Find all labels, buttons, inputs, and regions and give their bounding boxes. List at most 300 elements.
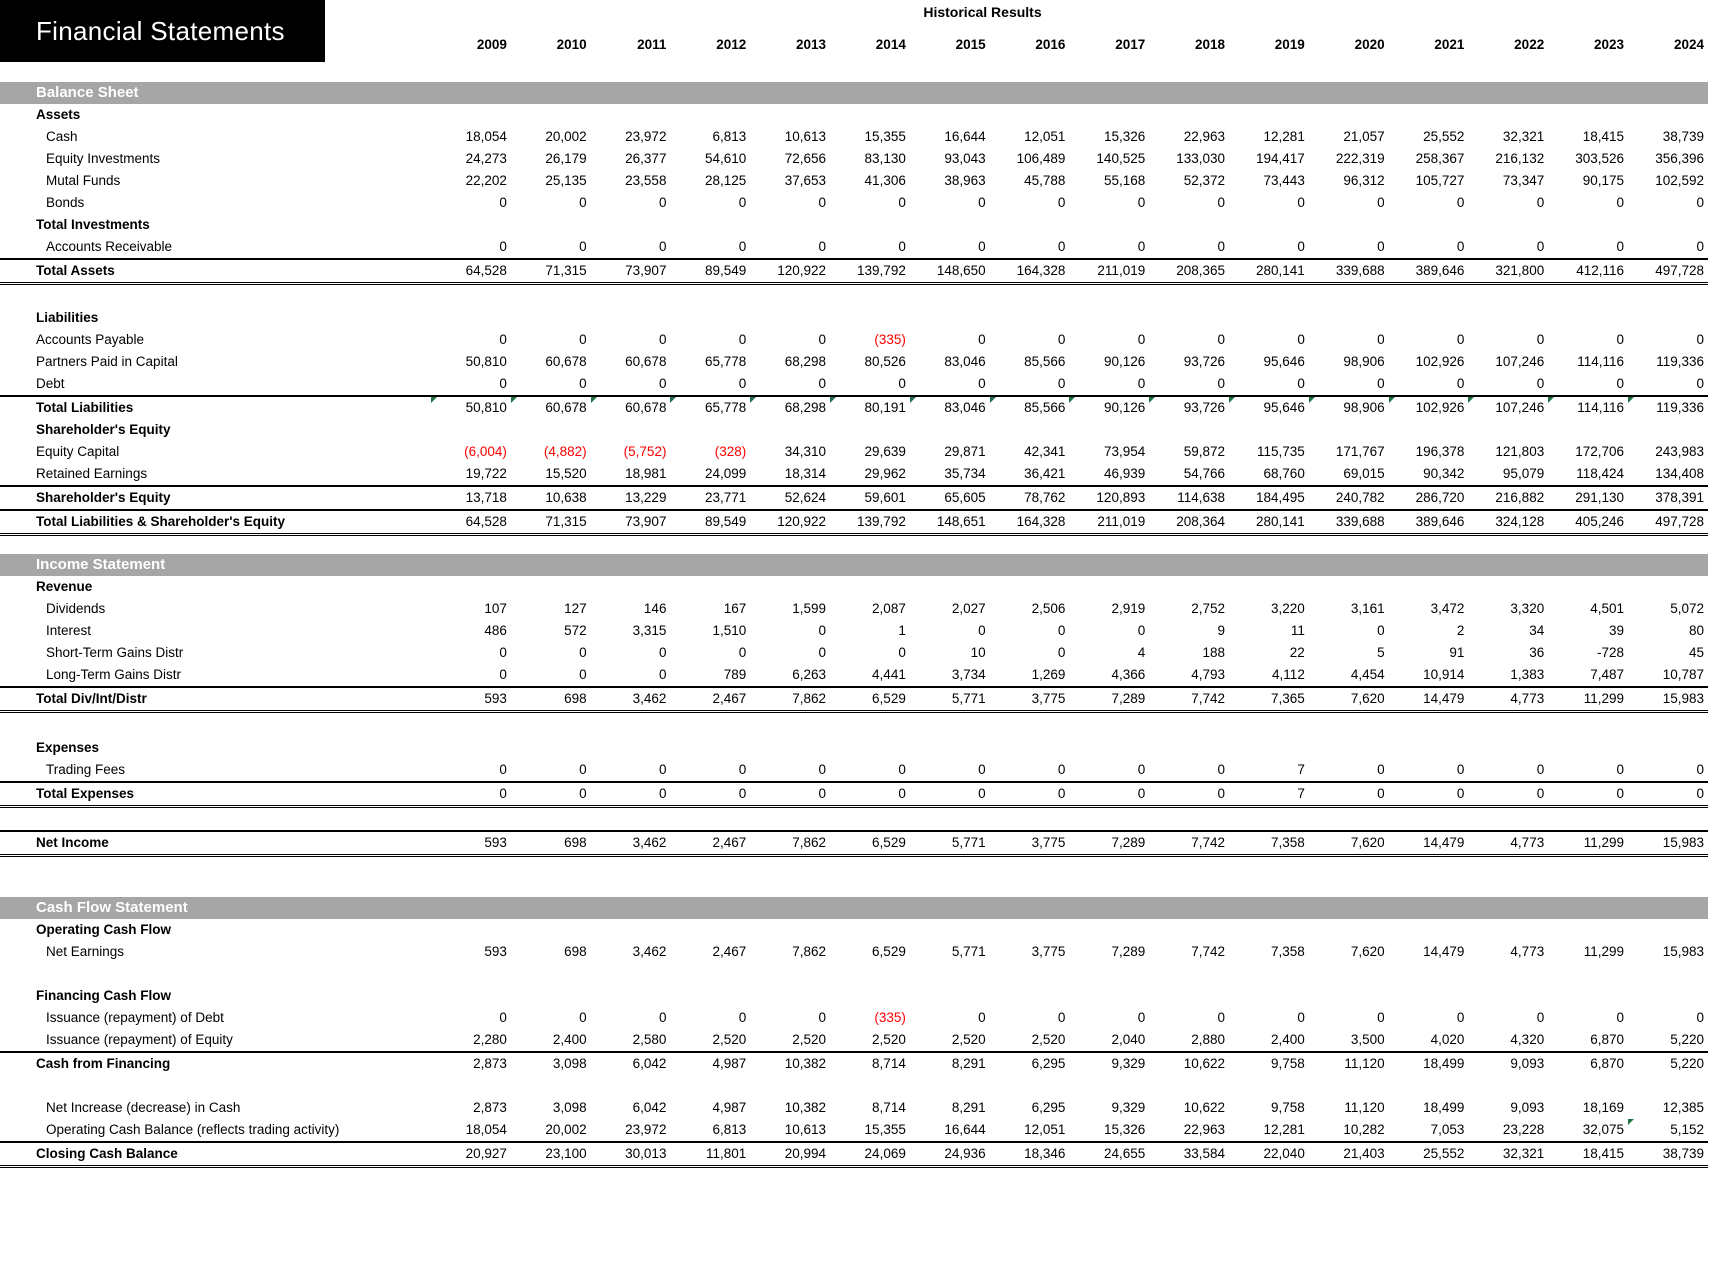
cell[interactable] (511, 919, 591, 941)
cell[interactable] (670, 192, 750, 214)
cell[interactable] (1229, 1052, 1309, 1075)
cell[interactable] (750, 236, 830, 259)
cell[interactable] (910, 1007, 990, 1029)
cell[interactable] (1548, 486, 1628, 510)
cell[interactable] (1548, 1119, 1628, 1142)
cell[interactable] (1389, 259, 1469, 284)
cell[interactable] (830, 985, 910, 1007)
cell[interactable] (830, 941, 910, 963)
cell[interactable] (910, 396, 990, 419)
cell[interactable] (1229, 510, 1309, 535)
cell[interactable] (910, 259, 990, 284)
cell[interactable] (1389, 373, 1469, 396)
row-label[interactable]: Operating Cash Flow (36, 922, 172, 937)
cell[interactable] (1069, 919, 1149, 941)
row-label[interactable]: Debt (36, 376, 65, 391)
cell[interactable] (1149, 486, 1229, 510)
cell[interactable] (1389, 329, 1469, 351)
cell[interactable] (1468, 620, 1548, 642)
cell[interactable] (1548, 419, 1628, 441)
cell[interactable] (1149, 214, 1229, 236)
cell[interactable] (1468, 510, 1548, 535)
cell[interactable] (990, 510, 1070, 535)
cell[interactable] (990, 463, 1070, 486)
cell[interactable] (591, 782, 671, 807)
cell[interactable] (1309, 463, 1389, 486)
row-label[interactable]: Operating Cash Balance (reflects trading activity) (46, 1122, 340, 1137)
cell[interactable] (1149, 1097, 1229, 1119)
cell[interactable] (1309, 259, 1389, 284)
cell[interactable] (670, 664, 750, 687)
row-label[interactable]: Retained Earnings (36, 466, 148, 481)
cell[interactable] (1229, 329, 1309, 351)
cell[interactable] (1149, 737, 1229, 759)
cell[interactable] (1149, 941, 1229, 963)
cell[interactable] (830, 1007, 910, 1029)
cell[interactable] (431, 642, 511, 664)
cell[interactable] (910, 104, 990, 126)
cell[interactable] (830, 486, 910, 510)
cell[interactable] (1149, 126, 1229, 148)
cell[interactable] (591, 1142, 671, 1167)
cell[interactable] (750, 831, 830, 856)
cell[interactable] (1229, 1142, 1309, 1167)
cell[interactable] (1149, 441, 1229, 463)
cell[interactable] (511, 486, 591, 510)
cell[interactable] (511, 351, 591, 373)
cell[interactable] (431, 441, 511, 463)
cell[interactable] (1389, 642, 1469, 664)
cell[interactable] (431, 1142, 511, 1167)
cell[interactable] (1149, 1119, 1229, 1142)
cell[interactable] (431, 687, 511, 712)
cell[interactable] (1389, 510, 1469, 535)
cell[interactable] (1229, 463, 1309, 486)
cell[interactable] (670, 1052, 750, 1075)
cell[interactable] (670, 1097, 750, 1119)
cell[interactable] (990, 782, 1070, 807)
cell[interactable] (910, 373, 990, 396)
cell[interactable] (591, 941, 671, 963)
cell[interactable] (1548, 329, 1628, 351)
cell[interactable] (990, 759, 1070, 782)
cell[interactable] (750, 985, 830, 1007)
cell[interactable] (830, 576, 910, 598)
cell[interactable] (1628, 1052, 1708, 1075)
cell[interactable] (591, 486, 671, 510)
cell[interactable] (750, 170, 830, 192)
cell[interactable] (1548, 598, 1628, 620)
cell[interactable] (1149, 351, 1229, 373)
cell[interactable] (910, 1029, 990, 1052)
cell[interactable] (1548, 759, 1628, 782)
cell[interactable] (910, 510, 990, 535)
cell[interactable] (1389, 919, 1469, 941)
cell[interactable] (990, 351, 1070, 373)
cell[interactable] (1229, 919, 1309, 941)
cell[interactable] (910, 148, 990, 170)
cell[interactable] (1548, 737, 1628, 759)
cell[interactable] (750, 1119, 830, 1142)
cell[interactable] (830, 620, 910, 642)
cell[interactable] (1069, 104, 1149, 126)
cell[interactable] (830, 598, 910, 620)
cell[interactable] (431, 236, 511, 259)
cell[interactable] (1628, 396, 1708, 419)
cell[interactable] (1309, 329, 1389, 351)
cell[interactable] (1069, 192, 1149, 214)
cell[interactable] (431, 192, 511, 214)
cell[interactable] (830, 664, 910, 687)
cell[interactable] (1069, 576, 1149, 598)
cell[interactable] (511, 985, 591, 1007)
row-label[interactable]: Total Div/Int/Distr (0, 687, 431, 712)
cell[interactable] (511, 1029, 591, 1052)
cell[interactable] (1628, 329, 1708, 351)
cell[interactable] (750, 104, 830, 126)
cell[interactable] (830, 782, 910, 807)
cell[interactable] (511, 737, 591, 759)
cell[interactable] (670, 1119, 750, 1142)
cell[interactable] (830, 510, 910, 535)
cell[interactable] (1309, 1007, 1389, 1029)
cell[interactable] (830, 759, 910, 782)
cell[interactable] (1149, 576, 1229, 598)
cell[interactable] (431, 1029, 511, 1052)
cell[interactable] (1628, 486, 1708, 510)
cell[interactable] (1069, 1142, 1149, 1167)
cell[interactable] (910, 664, 990, 687)
cell[interactable] (670, 170, 750, 192)
row-label[interactable]: Bonds (46, 195, 85, 210)
cell[interactable] (1389, 1119, 1469, 1142)
cell[interactable] (990, 598, 1070, 620)
cell[interactable] (1628, 104, 1708, 126)
cell[interactable] (830, 737, 910, 759)
cell[interactable] (1309, 985, 1389, 1007)
cell[interactable] (431, 214, 511, 236)
cell[interactable] (990, 941, 1070, 963)
cell[interactable] (670, 1142, 750, 1167)
cell[interactable] (830, 1119, 910, 1142)
cell[interactable] (1468, 104, 1548, 126)
cell[interactable] (1309, 642, 1389, 664)
cell[interactable] (1389, 192, 1469, 214)
row-label[interactable]: Liabilities (36, 310, 99, 325)
cell[interactable] (1309, 782, 1389, 807)
cell[interactable] (1069, 737, 1149, 759)
cell[interactable] (830, 236, 910, 259)
cell[interactable] (910, 782, 990, 807)
cell[interactable] (1628, 214, 1708, 236)
cell[interactable] (910, 192, 990, 214)
cell[interactable] (1628, 598, 1708, 620)
cell[interactable] (1628, 759, 1708, 782)
cell[interactable] (1149, 148, 1229, 170)
cell[interactable] (1229, 373, 1309, 396)
cell[interactable] (1468, 1052, 1548, 1075)
cell[interactable] (1389, 985, 1469, 1007)
cell[interactable] (670, 1029, 750, 1052)
cell[interactable] (1628, 351, 1708, 373)
cell[interactable] (1548, 396, 1628, 419)
cell[interactable] (1309, 664, 1389, 687)
cell[interactable] (990, 642, 1070, 664)
cell[interactable] (750, 941, 830, 963)
cell[interactable] (1229, 236, 1309, 259)
cell[interactable] (1548, 941, 1628, 963)
cell[interactable] (670, 642, 750, 664)
cell[interactable] (591, 1097, 671, 1119)
row-label[interactable]: Partners Paid in Capital (36, 354, 178, 369)
cell[interactable] (1069, 642, 1149, 664)
cell[interactable] (1628, 463, 1708, 486)
cell[interactable] (910, 351, 990, 373)
cell[interactable] (910, 642, 990, 664)
cell[interactable] (1468, 737, 1548, 759)
cell[interactable] (670, 687, 750, 712)
cell[interactable] (830, 463, 910, 486)
cell[interactable] (511, 126, 591, 148)
cell[interactable] (670, 463, 750, 486)
cell[interactable] (1069, 329, 1149, 351)
cell[interactable] (1149, 373, 1229, 396)
cell[interactable] (431, 1097, 511, 1119)
cell[interactable] (670, 259, 750, 284)
cell[interactable] (1229, 192, 1309, 214)
cell[interactable] (1628, 831, 1708, 856)
cell[interactable] (990, 104, 1070, 126)
cell[interactable] (1069, 307, 1149, 329)
cell[interactable] (1229, 441, 1309, 463)
cell[interactable] (1628, 170, 1708, 192)
row-label[interactable]: Cash from Financing (0, 1052, 431, 1075)
cell[interactable] (1628, 259, 1708, 284)
cell[interactable] (431, 486, 511, 510)
cell[interactable] (591, 373, 671, 396)
row-label[interactable]: Mutal Funds (46, 173, 121, 188)
cell[interactable] (1548, 1097, 1628, 1119)
cell[interactable] (511, 396, 591, 419)
row-label[interactable]: Total Liabilities & Shareholder's Equity (0, 510, 431, 535)
section-header[interactable]: Income Statement (0, 554, 1708, 576)
cell[interactable] (1468, 441, 1548, 463)
cell[interactable] (511, 463, 591, 486)
cell[interactable] (1389, 441, 1469, 463)
cell[interactable] (1149, 463, 1229, 486)
cell[interactable] (1309, 170, 1389, 192)
cell[interactable] (511, 941, 591, 963)
year-header[interactable]: 2019 (1274, 37, 1305, 52)
year-header[interactable]: 2018 (1194, 37, 1226, 52)
cell[interactable] (1468, 1097, 1548, 1119)
cell[interactable] (431, 1119, 511, 1142)
cell[interactable] (1069, 664, 1149, 687)
cell[interactable] (591, 170, 671, 192)
cell[interactable] (1149, 598, 1229, 620)
cell[interactable] (591, 463, 671, 486)
cell[interactable] (990, 1119, 1070, 1142)
cell[interactable] (750, 214, 830, 236)
row-label[interactable]: Total Investments (36, 217, 150, 232)
cell[interactable] (591, 620, 671, 642)
cell[interactable] (511, 148, 591, 170)
cell[interactable] (591, 642, 671, 664)
cell[interactable] (511, 373, 591, 396)
cell[interactable] (1149, 396, 1229, 419)
cell[interactable] (431, 463, 511, 486)
cell[interactable] (750, 351, 830, 373)
cell[interactable] (910, 576, 990, 598)
cell[interactable] (1389, 941, 1469, 963)
cell[interactable] (1389, 1142, 1469, 1167)
cell[interactable] (1229, 598, 1309, 620)
cell[interactable] (1389, 419, 1469, 441)
cell[interactable] (1548, 1007, 1628, 1029)
cell[interactable] (1389, 598, 1469, 620)
cell[interactable] (1628, 1097, 1708, 1119)
cell[interactable] (990, 1052, 1070, 1075)
cell[interactable] (1149, 782, 1229, 807)
cell[interactable] (1389, 148, 1469, 170)
cell[interactable] (431, 576, 511, 598)
cell[interactable] (1389, 1052, 1469, 1075)
cell[interactable] (1548, 1052, 1628, 1075)
cell[interactable] (830, 214, 910, 236)
cell[interactable] (830, 329, 910, 351)
row-label[interactable]: Equity Capital (36, 444, 120, 459)
cell[interactable] (591, 687, 671, 712)
cell[interactable] (1309, 126, 1389, 148)
cell[interactable] (431, 620, 511, 642)
cell[interactable] (670, 782, 750, 807)
cell[interactable] (1069, 1097, 1149, 1119)
cell[interactable] (1628, 126, 1708, 148)
cell[interactable] (511, 1097, 591, 1119)
cell[interactable] (1309, 396, 1389, 419)
cell[interactable] (431, 329, 511, 351)
cell[interactable] (1628, 419, 1708, 441)
cell[interactable] (511, 1119, 591, 1142)
cell[interactable] (1229, 831, 1309, 856)
cell[interactable] (591, 148, 671, 170)
cell[interactable] (1229, 1029, 1309, 1052)
cell[interactable] (1628, 664, 1708, 687)
cell[interactable] (1309, 1119, 1389, 1142)
cell[interactable] (830, 831, 910, 856)
cell[interactable] (830, 642, 910, 664)
cell[interactable] (670, 737, 750, 759)
cell[interactable] (1309, 419, 1389, 441)
cell[interactable] (1069, 259, 1149, 284)
cell[interactable] (1548, 236, 1628, 259)
cell[interactable] (1628, 236, 1708, 259)
cell[interactable] (990, 737, 1070, 759)
cell[interactable] (1548, 441, 1628, 463)
cell[interactable] (1628, 192, 1708, 214)
cell[interactable] (1628, 510, 1708, 535)
cell[interactable] (1069, 1119, 1149, 1142)
cell[interactable] (750, 192, 830, 214)
cell[interactable] (1149, 192, 1229, 214)
cell[interactable] (1309, 214, 1389, 236)
cell[interactable] (1149, 236, 1229, 259)
cell[interactable] (1548, 576, 1628, 598)
cell[interactable] (1389, 576, 1469, 598)
cell[interactable] (1389, 1097, 1469, 1119)
cell[interactable] (830, 192, 910, 214)
cell[interactable] (750, 441, 830, 463)
cell[interactable] (591, 192, 671, 214)
row-label[interactable]: Dividends (46, 601, 106, 616)
cell[interactable] (910, 214, 990, 236)
cell[interactable] (1309, 831, 1389, 856)
cell[interactable] (1628, 919, 1708, 941)
row-label[interactable]: Revenue (36, 579, 93, 594)
cell[interactable] (1468, 463, 1548, 486)
cell[interactable] (431, 351, 511, 373)
cell[interactable] (910, 737, 990, 759)
cell[interactable] (990, 148, 1070, 170)
row-label[interactable]: Cash (46, 129, 78, 144)
cell[interactable] (591, 351, 671, 373)
cell[interactable] (431, 598, 511, 620)
cell[interactable] (1468, 307, 1548, 329)
cell[interactable] (750, 664, 830, 687)
cell[interactable] (1628, 1029, 1708, 1052)
cell[interactable] (1069, 396, 1149, 419)
cell[interactable] (670, 486, 750, 510)
cell[interactable] (1069, 1052, 1149, 1075)
cell[interactable] (1229, 259, 1309, 284)
cell[interactable] (1229, 148, 1309, 170)
cell[interactable] (1548, 664, 1628, 687)
cell[interactable] (750, 687, 830, 712)
cell[interactable] (1069, 373, 1149, 396)
cell[interactable] (1468, 1119, 1548, 1142)
cell[interactable] (750, 373, 830, 396)
cell[interactable] (1628, 642, 1708, 664)
cell[interactable] (1548, 192, 1628, 214)
cell[interactable] (591, 104, 671, 126)
cell[interactable] (1069, 598, 1149, 620)
cell[interactable] (910, 419, 990, 441)
cell[interactable] (1389, 307, 1469, 329)
cell[interactable] (830, 1052, 910, 1075)
cell[interactable] (670, 620, 750, 642)
year-header[interactable]: 2017 (1115, 37, 1146, 52)
year-header[interactable]: 2021 (1434, 37, 1465, 52)
cell[interactable] (1309, 441, 1389, 463)
cell[interactable] (1229, 759, 1309, 782)
cell[interactable] (431, 1052, 511, 1075)
cell[interactable] (511, 576, 591, 598)
cell[interactable] (1229, 1119, 1309, 1142)
cell[interactable] (591, 329, 671, 351)
cell[interactable] (591, 759, 671, 782)
cell[interactable] (990, 486, 1070, 510)
cell[interactable] (910, 307, 990, 329)
cell[interactable] (1309, 510, 1389, 535)
cell[interactable] (1229, 687, 1309, 712)
cell[interactable] (830, 170, 910, 192)
cell[interactable] (1069, 1007, 1149, 1029)
cell[interactable] (591, 126, 671, 148)
cell[interactable] (1149, 687, 1229, 712)
cell[interactable] (1548, 1029, 1628, 1052)
year-header[interactable]: 2011 (637, 37, 667, 52)
cell[interactable] (670, 441, 750, 463)
